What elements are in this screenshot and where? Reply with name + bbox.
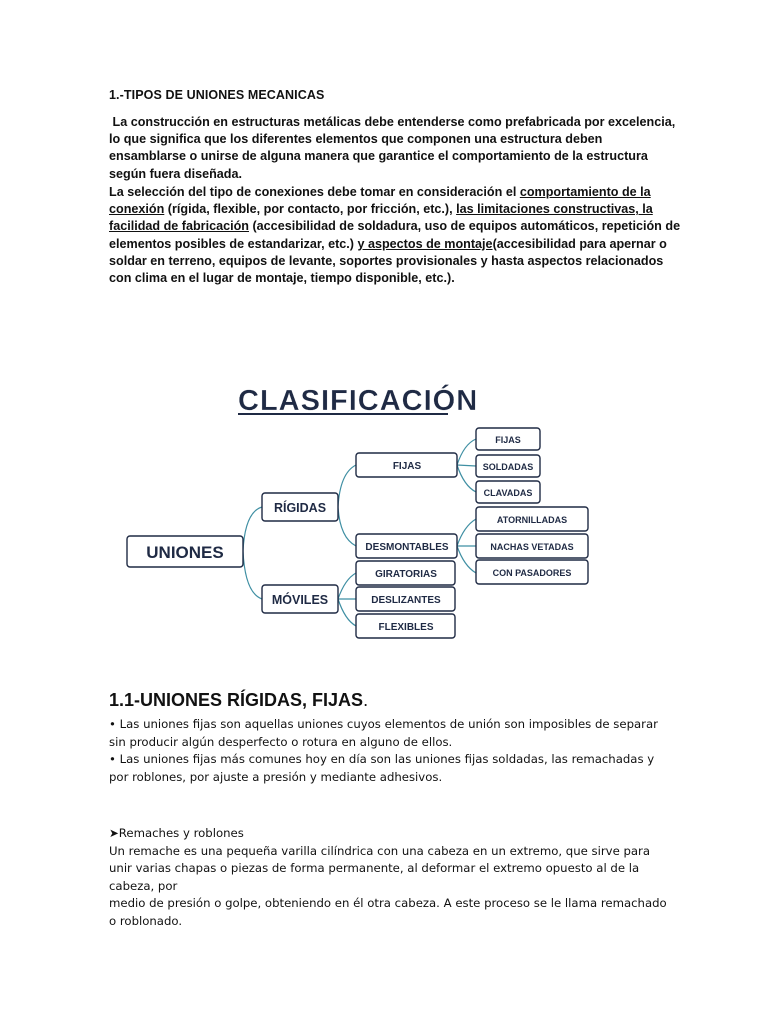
list-item: sin producir algún desperfecto o rotura en alguno de ellos. xyxy=(109,734,453,749)
connector xyxy=(457,546,476,573)
text-line: La construcción en estructuras metálicas debe entenderse como prefabricada por excelencia, xyxy=(109,115,676,129)
label-fijas: FIJAS xyxy=(495,435,521,445)
label-clavadas: CLAVADAS xyxy=(483,488,533,498)
connections-paragraph xyxy=(109,184,681,287)
connector xyxy=(243,551,262,599)
text-line: o roblonado. xyxy=(109,913,183,928)
connector xyxy=(338,465,356,507)
text-line: cabeza, por xyxy=(109,878,178,893)
section-title: 1.-TIPOS DE UNIONES MECANICAS xyxy=(109,88,325,102)
text-line xyxy=(109,201,669,218)
label-con-pasadores: CON PASADORES xyxy=(492,568,572,578)
text-run: elementos posibles de estandarizar, etc.) xyxy=(109,236,358,251)
text-line: medio de presión o golpe, obteniendo en él otra cabeza. A este proceso se le llama remachado xyxy=(109,896,667,911)
text-run: (accesibilidad de soldadura, uso de equipos automáticos, repetición de xyxy=(248,219,681,234)
diagram-boxes xyxy=(127,428,588,638)
connector xyxy=(457,465,476,466)
label-deslizantes: DESLIZANTES xyxy=(371,595,441,606)
list-item: por roblones, por ajuste a presión y mediante adhesivos. xyxy=(109,769,443,784)
connector xyxy=(338,573,356,599)
subsection-title-text: 1.1-UNIONES RÍGIDAS, FIJAS xyxy=(109,690,364,710)
subsection-title-dot: . xyxy=(363,690,369,710)
subsection-title xyxy=(109,690,368,711)
connector xyxy=(457,439,476,465)
text-line: Un remache es una pequeña varilla cilíndrica con una cabeza en un extremo, que sirve para xyxy=(109,843,651,858)
label-fijas-group: FIJAS xyxy=(392,461,422,472)
connector xyxy=(457,519,476,546)
connector xyxy=(457,465,476,492)
label-soldadas: SOLDADAS xyxy=(482,462,534,472)
text-run: La selección del tipo de conexiones debe tomar en consideración el xyxy=(109,185,520,199)
underlined-term: comportamiento de la xyxy=(519,185,651,199)
list-item: • Las uniones fijas más comunes hoy en día son las uniones fijas soldadas, las remachadas y xyxy=(109,752,655,767)
text-line: ensamblarse o unirse de alguna manera que garantice el comportamiento de la estructura xyxy=(109,149,648,164)
text-line xyxy=(109,236,669,253)
rivets-section xyxy=(109,825,669,931)
text-line: lo que significa que los diferentes elementos que componen una estructura deben xyxy=(109,132,603,147)
intro-paragraph xyxy=(109,114,676,183)
connector xyxy=(243,507,262,551)
label-giratorias: GIRATORIAS xyxy=(375,569,437,580)
text-line xyxy=(109,184,669,201)
rivets-subheading: ➤Remaches y roblones xyxy=(109,826,244,840)
text-line: según fuera diseñada. xyxy=(109,166,242,181)
diagram-title: CLASIFICACIÓN xyxy=(238,385,479,417)
label-desmontables: DESMONTABLES xyxy=(365,542,449,553)
text-line: soldar en terreno, equipos de levante, soportes provisionales y hasta aspectos relacionados xyxy=(109,253,664,268)
text-run: (accesibilidad para apernar o xyxy=(492,236,667,251)
connector xyxy=(338,507,356,546)
text-line: unir varias chapas o piezas de forma permanente, al deformar el extremo opuesto al de la xyxy=(109,861,640,876)
underlined-term: las limitaciones constructivas, la xyxy=(456,202,653,217)
label-uniones: UNIONES xyxy=(146,543,224,562)
bullet-list xyxy=(109,716,669,786)
underlined-term: facilidad de fabricación xyxy=(109,219,249,234)
classification-diagram xyxy=(0,370,768,650)
label-flexibles: FLEXIBLES xyxy=(378,622,434,633)
label-rigidas: RÍGIDAS xyxy=(273,501,327,515)
label-moviles: MÓVILES xyxy=(271,593,329,607)
underlined-term: conexión xyxy=(109,202,165,217)
label-atornilladas: ATORNILLADAS xyxy=(496,515,568,525)
connector xyxy=(338,599,356,626)
text-run: (rígida, flexible, por contacto, por fricción, etc.), xyxy=(164,202,457,217)
text-line: con clima en el lugar de montaje, tiempo disponible, etc.). xyxy=(109,271,455,286)
text-line xyxy=(109,218,681,235)
label-nachas-vetadas: NACHAS VETADAS xyxy=(490,542,574,552)
underlined-term: y aspectos de montaje xyxy=(357,236,493,251)
list-item: • Las uniones fijas son aquellas uniones cuyos elementos de unión son imposibles de separar xyxy=(109,717,658,731)
